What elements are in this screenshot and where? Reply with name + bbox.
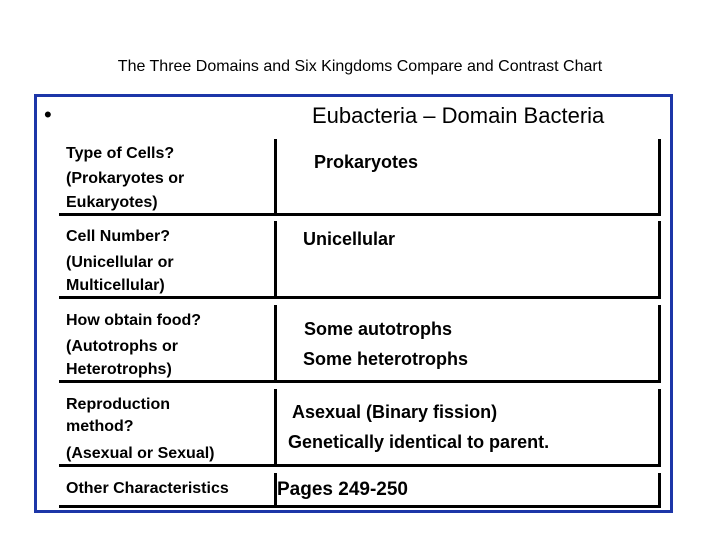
answer-line: Asexual (Binary fission) — [292, 402, 498, 422]
answer-line: Prokaryotes — [314, 152, 419, 172]
question-cell-reproduction — [59, 389, 277, 467]
question-line: method? — [66, 418, 134, 435]
answer-line: Some heterotrophs — [303, 349, 469, 369]
question-line: Cell Number? — [66, 228, 171, 245]
question-line: Other Characteristics — [66, 480, 229, 497]
answer-line: Genetically identical to parent. — [288, 432, 550, 452]
answer-cell-cell-number — [276, 221, 661, 299]
answer-cell-food — [276, 305, 661, 383]
question-line: (Autotrophs or — [66, 338, 178, 355]
question-line: How obtain food? — [66, 312, 202, 329]
question-line: Eukaryotes) — [66, 194, 158, 211]
question-line: Reproduction — [66, 396, 170, 413]
page-title: The Three Domains and Six Kingdoms Compare and Contrast Chart — [117, 58, 603, 75]
question-line: Heterotrophs) — [66, 361, 172, 378]
question-cell-food — [59, 305, 277, 383]
answer-cell-cell-type — [276, 139, 661, 216]
answer-cell-other — [276, 473, 661, 508]
question-line: Multicellular) — [66, 277, 165, 294]
question-line: (Asexual or Sexual) — [66, 445, 215, 462]
bullet-marker: • — [44, 102, 52, 127]
question-cell-other — [59, 473, 277, 508]
answer-line: Unicellular — [303, 229, 396, 249]
question-line: (Unicellular or — [66, 254, 174, 271]
question-cell-cell-number — [59, 221, 277, 299]
answer-cell-reproduction — [276, 389, 661, 467]
question-cell-cell-type — [59, 139, 277, 216]
question-line: Type of Cells? — [66, 145, 175, 162]
question-line: (Prokaryotes or — [66, 170, 185, 187]
answer-line: Pages 249-250 — [277, 479, 408, 500]
answer-line: Some autotrophs — [304, 319, 453, 339]
domain-heading: Eubacteria – Domain Bacteria — [312, 103, 605, 128]
